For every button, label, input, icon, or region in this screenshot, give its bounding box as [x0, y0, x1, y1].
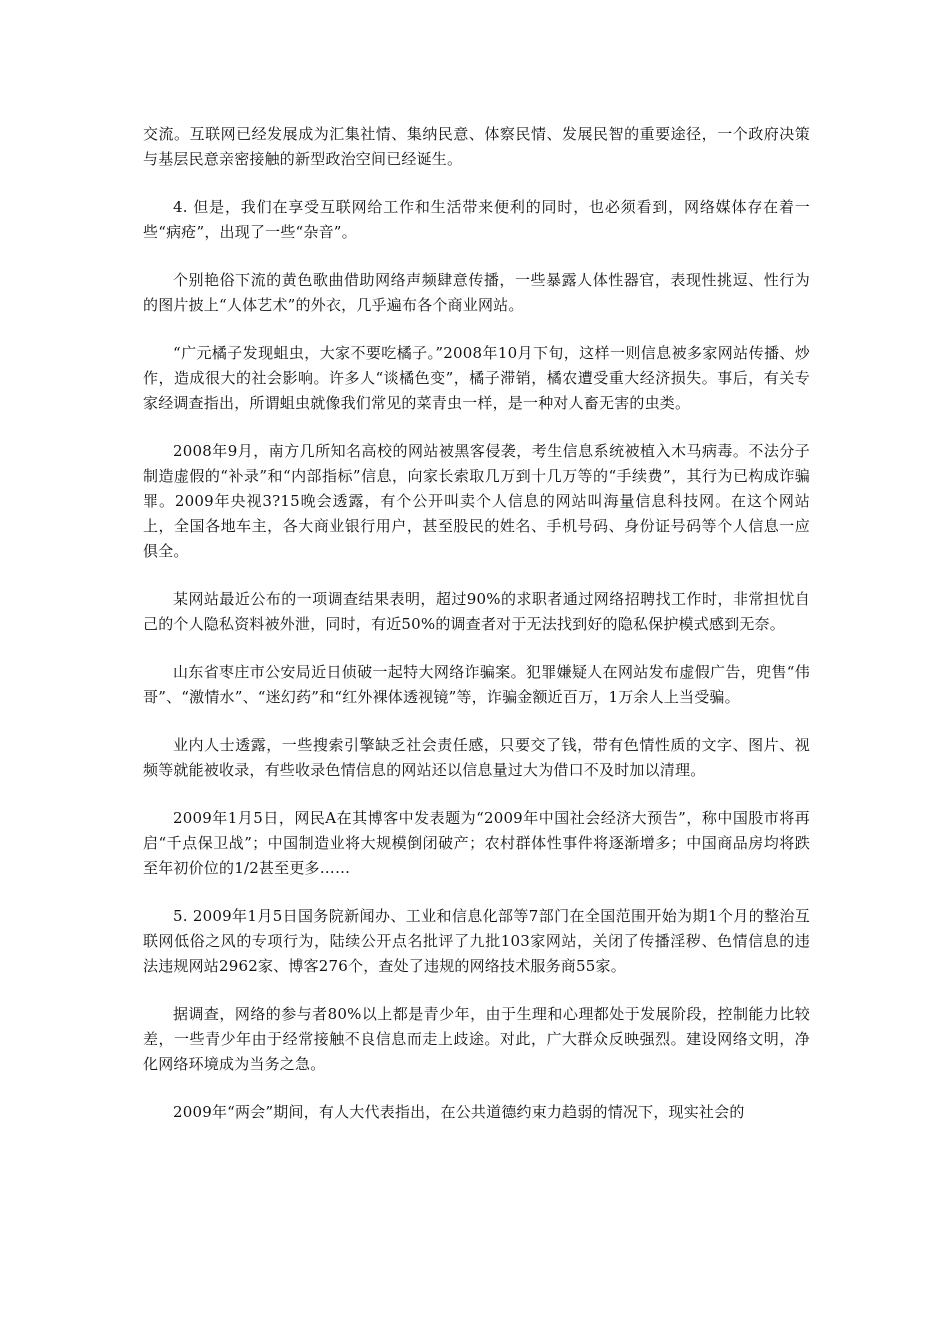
paragraph-vulgar-songs: 个别艳俗下流的黄色歌曲借助网络声频肆意传播，一些暴露人体性器官，表现性挑逗、性行为的图片披上“人体艺术”的外衣，几乎遍布各个商业网站。 [143, 271, 810, 314]
paragraph-fraud-case: 山东省枣庄市公安局近日侦破一起特大网络诈骗案。犯罪嫌疑人在网站发布虚假广告，兜售“伟哥”、“激情水”、“迷幻药”和“红外裸体透视镜”等，诈骗金额近百万，1万余人上当受骗。 [143, 663, 810, 706]
paragraph-privacy-survey: 某网站最近公布的一项调查结果表明，超过90%的求职者通过网络招聘找工作时，非常担忧自己的个人隐私资料被外泄，同时，有近50%的调查者对于无法找到好的隐私保护模式感到无奈。 [143, 590, 810, 633]
paragraph-continuation: 交流。互联网已经发展成为汇集社情、集纳民意、体察民情、发展民智的重要途径，一个政府决策与基层民意亲密接触的新型政治空间已经诞生。 [143, 125, 810, 168]
paragraph-youth-survey: 据调查，网络的参与者80%以上都是青少年，由于生理和心理都处于发展阶段，控制能力比较差，一些青少年由于经常接触不良信息而走上歧途。对此，广大群众反映强烈。建设网络文明，净化网络环境成为当务之急。 [143, 1005, 810, 1073]
paragraph-two-sessions: 2009年“两会”期间，有人大代表指出，在公共道德约束力趋弱的情况下，现实社会的 [173, 1103, 745, 1121]
paragraph-hacker-attack: 2008年9月，南方几所知名高校的网站被黑客侵袭，考生信息系统被植入木马病毒。不法分子制造虚假的“补录”和“内部指标”信息，向家长索取几万到十几万等的“手续费”，其行为已构成诈骗罪。2009年央视3?15晚会透露，有个公开叫卖个人信息的网站叫海量信息科技网。在这个网站上，全国各地车主，各大商业银行用户，甚至股民的姓名、手机号码、身份证号码等个人信息一应俱全。 [143, 442, 810, 560]
paragraph-orange-rumor: “广元橘子发现蛆虫，大家不要吃橘子。”2008年10月下旬，这样一则信息被多家网站传播、炒作，造成很大的社会影响。许多人“谈橘色变”，橘子滞销，橘农遭受重大经济损失。事后，有关专家经调查指出，所谓蛆虫就像我们常见的菜青虫一样，是一种对人畜无害的虫类。 [143, 344, 810, 412]
document-page [143, 122, 810, 1148]
paragraph-point-5: 5. 2009年1月5日国务院新闻办、工业和信息化部等7部门在全国范围开始为期1个月的整治互联网低俗之风的专项行为，陆续公开点名批评了九批103家网站，关闭了传播淫秽、色情信息的违法违规网站2962家、博客276个，查处了违规的网络技术服务商55家。 [143, 907, 810, 975]
paragraph-blog-forecast: 2009年1月5日，网民A在其博客中发表题为“2009年中国社会经济大预告”，称中国股市将再启“千点保卫战”；中国制造业将大规模倒闭破产；农村群体性事件将逐渐增多；中国商品房均将跌至年初价位的1/2甚至更多…… [143, 809, 810, 877]
paragraph-search-engines: 业内人士透露，一些搜索引擎缺乏社会责任感，只要交了钱，带有色情性质的文字、图片、视频等就能被收录，有些收录色情信息的网站还以信息量过大为借口不及时加以清理。 [143, 736, 810, 779]
paragraph-point-4: 4. 但是，我们在享受互联网给工作和生活带来便利的同时，也必须看到，网络媒体存在着一些“病疮”，出现了一些“杂音”。 [143, 198, 810, 241]
